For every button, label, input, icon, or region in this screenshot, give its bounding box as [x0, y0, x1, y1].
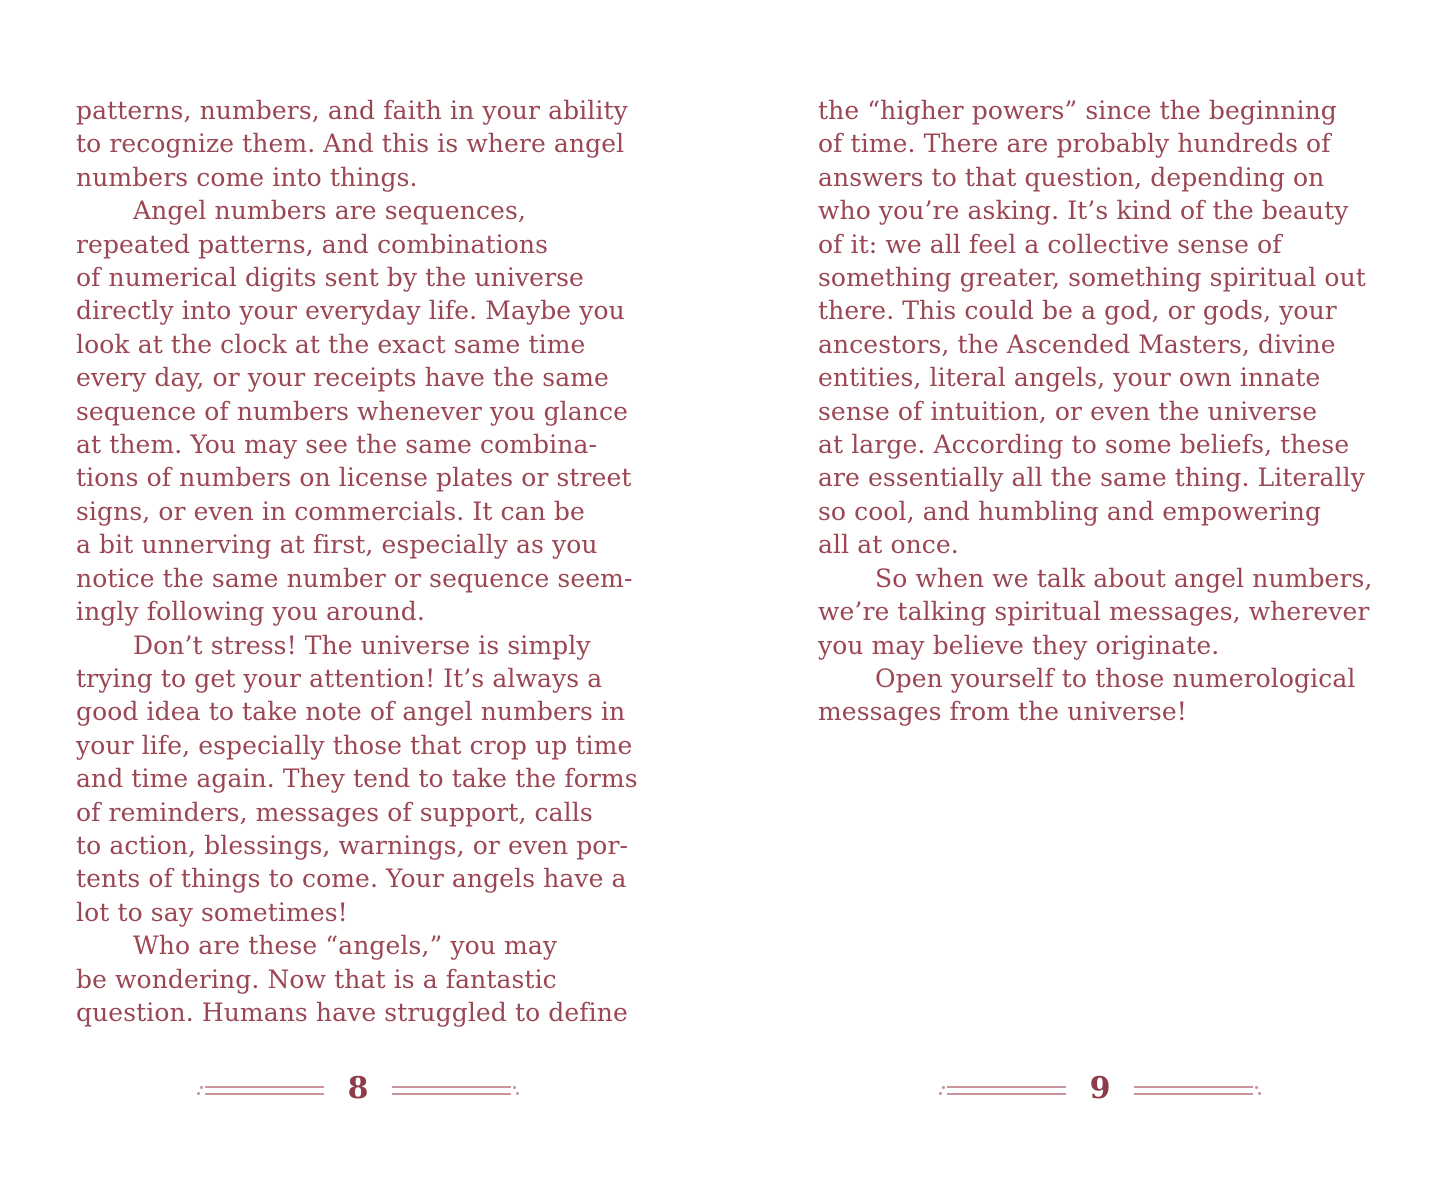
- text-line: signs, or even in commercials. It can be: [76, 496, 585, 526]
- text-line: tions of numbers on license plates or street: [76, 463, 632, 493]
- page-right-footer: [818, 1072, 1382, 1108]
- page-right-text: [818, 0, 1382, 729]
- text-line: messages from the universe!: [818, 697, 1187, 727]
- text-line: of time. There are probably hundreds of: [818, 129, 1331, 159]
- text-line: patterns, numbers, and faith in your ability: [76, 96, 628, 125]
- text-line: to recognize them. And this is where angel: [76, 129, 625, 159]
- page-number: 8: [347, 1071, 369, 1106]
- text-line: sequence of numbers whenever you glance: [76, 396, 628, 426]
- text-line: to action, blessings, warnings, or even por-: [76, 830, 629, 860]
- footer-rule-left: [939, 1086, 1066, 1095]
- text-line: there. This could be a god, or gods, your: [818, 296, 1337, 326]
- footer-rule-left: [197, 1086, 324, 1095]
- text-line: at large. According to some beliefs, these: [818, 430, 1350, 460]
- page-right: [818, 0, 1382, 1204]
- text-line: and time again. They tend to take the forms: [76, 764, 638, 794]
- text-line: Don’t stress! The universe is simply: [133, 630, 591, 660]
- text-line: are essentially all the same thing. Literally: [818, 463, 1365, 493]
- text-line: question. Humans have struggled to define: [76, 997, 628, 1027]
- text-line: good idea to take note of angel numbers in: [76, 697, 626, 727]
- text-line: numbers come into things.: [76, 162, 418, 192]
- footer-rule-right: [1134, 1086, 1261, 1095]
- text-line: trying to get your attention! It’s always a: [76, 663, 603, 693]
- text-line: so cool, and humbling and empowering: [818, 496, 1322, 526]
- text-line: you may believe they originate.: [818, 630, 1220, 660]
- text-line: a bit unnerving at first, especially as you: [76, 530, 598, 560]
- text-line: of numerical digits sent by the universe: [76, 263, 584, 293]
- text-line: ingly following you around.: [76, 597, 425, 627]
- text-line: of it: we all feel a collective sense of: [818, 229, 1282, 259]
- text-line: every day, or your receipts have the same: [76, 363, 609, 393]
- text-line: Open yourself to those numerological: [875, 663, 1356, 693]
- text-line: lot to say sometimes!: [76, 897, 348, 927]
- text-line: the “higher powers” since the beginning: [818, 96, 1337, 125]
- text-line: look at the clock at the exact same time: [76, 329, 586, 359]
- text-line: who you’re asking. It’s kind of the beauty: [818, 196, 1349, 226]
- text-line: So when we talk about angel numbers,: [875, 563, 1373, 593]
- text-line: entities, literal angels, your own innate: [818, 363, 1321, 393]
- text-line: Angel numbers are sequences,: [133, 196, 526, 226]
- footer-rule-right: [392, 1086, 519, 1095]
- text-line: sense of intuition, or even the universe: [818, 396, 1318, 426]
- text-line: notice the same number or sequence seem-: [76, 563, 633, 593]
- text-line: all at once.: [818, 530, 959, 560]
- text-line: something greater, something spiritual out: [818, 263, 1366, 293]
- text-line: directly into your everyday life. Maybe you: [76, 296, 625, 326]
- text-line: at them. You may see the same combina-: [76, 430, 597, 460]
- text-line: tents of things to come. Your angels have a: [76, 864, 627, 894]
- text-line: be wondering. Now that is a fantastic: [76, 964, 557, 994]
- text-line: ancestors, the Ascended Masters, divine: [818, 329, 1336, 359]
- text-line: answers to that question, depending on: [818, 162, 1325, 192]
- page-number: 9: [1089, 1071, 1111, 1106]
- text-line: your life, especially those that crop up time: [76, 730, 633, 760]
- page-left-text: [76, 0, 640, 1029]
- text-line: Who are these “angels,” you may: [133, 931, 558, 961]
- page-left-footer: [76, 1072, 640, 1108]
- page-left: [76, 0, 640, 1204]
- text-line: repeated patterns, and combinations: [76, 229, 549, 259]
- text-line: of reminders, messages of support, calls: [76, 797, 593, 827]
- text-line: we’re talking spiritual messages, wherever: [818, 597, 1370, 627]
